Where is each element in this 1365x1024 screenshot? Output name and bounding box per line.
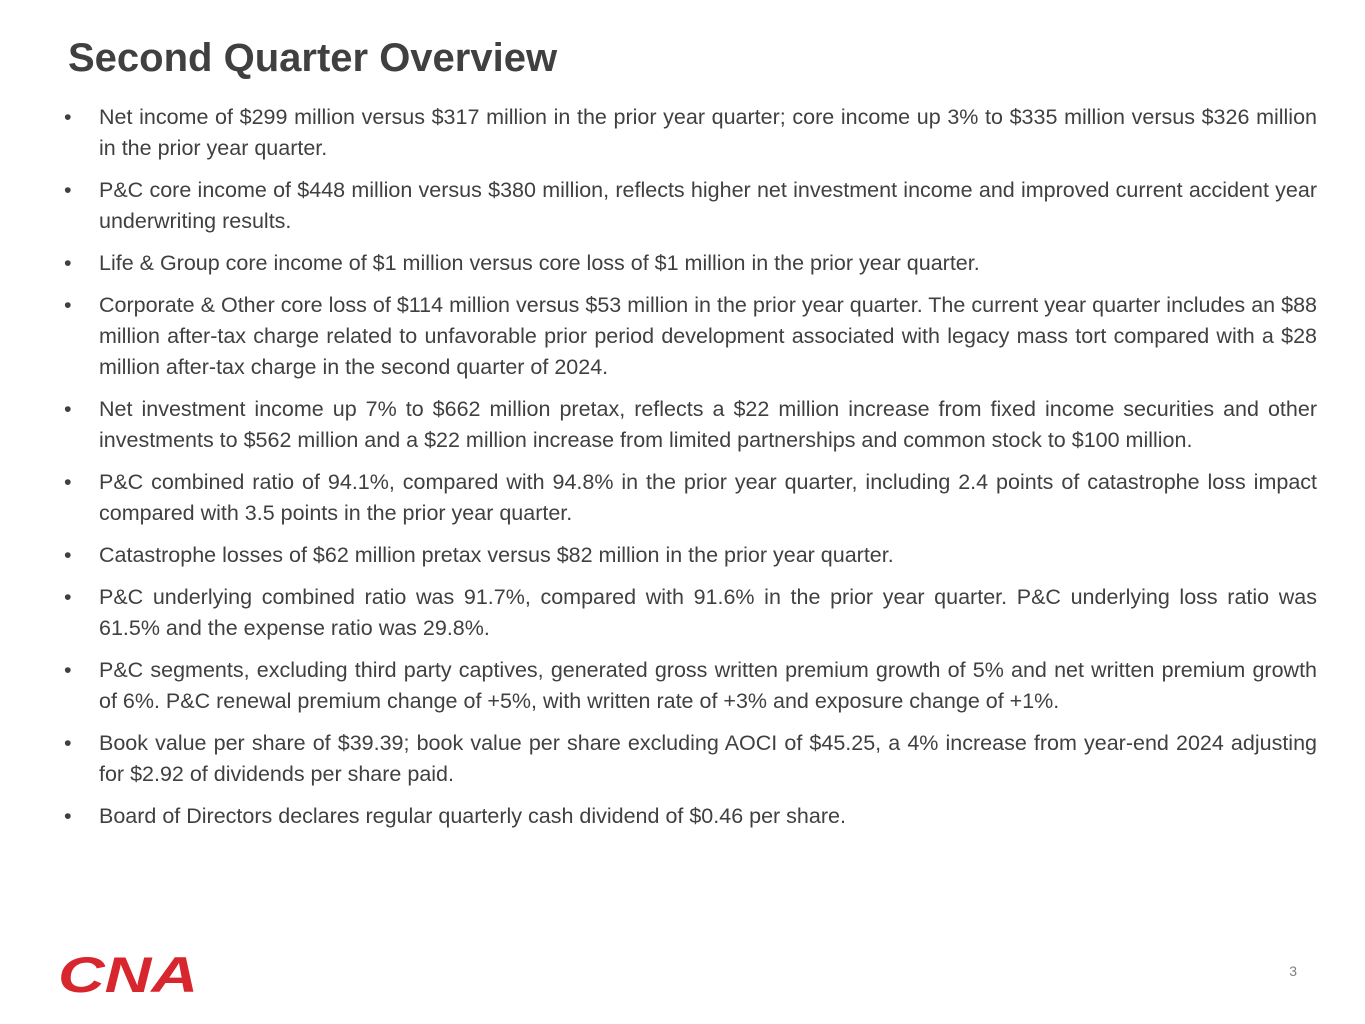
bullet-dot-icon: • xyxy=(64,585,72,609)
bullet-corporate-other xyxy=(62,290,1317,383)
bullet-dot-icon: • xyxy=(64,543,72,567)
bullet-dot-icon: • xyxy=(64,470,72,494)
bullet-dividend xyxy=(62,801,1317,832)
bullet-pc-core-income xyxy=(62,175,1317,237)
bullet-catastrophe-losses xyxy=(62,540,1317,571)
bullet-dot-icon: • xyxy=(64,105,72,129)
bullet-text: Catastrophe losses of $62 million pretax versus $82 million in the prior year quarter. xyxy=(99,543,894,567)
bullet-text: P&C underlying combined ratio was 91.7%, compared with 91.6% in the prior year quarter. P&C underlying loss ratio was 61.5% and the expense ratio was 29.8%. xyxy=(99,585,1317,640)
page-number: 3 xyxy=(1289,963,1297,979)
bullet-underlying-ratio xyxy=(62,582,1317,644)
bullet-dot-icon: • xyxy=(64,293,72,317)
bullet-dot-icon: • xyxy=(64,397,72,421)
bullet-net-income xyxy=(62,102,1317,164)
slide-title: Second Quarter Overview xyxy=(68,36,558,80)
bullet-net-investment-income xyxy=(62,394,1317,456)
bullet-text: Net investment income up 7% to $662 million pretax, reflects a $22 million increase from fixed income securities and other investments to $562 million and a $22 million increase from limited partnerships and common stock to $100 million. xyxy=(99,397,1317,452)
bullet-dot-icon: • xyxy=(64,178,72,202)
bullet-text: Book value per share of $39.39; book value per share excluding AOCI of $45.25, a 4% increase from year-end 2024 adjusting for $2.92 of dividends per share paid. xyxy=(99,731,1317,786)
bullet-text: Life & Group core income of $1 million versus core loss of $1 million in the prior year quarter. xyxy=(99,251,980,275)
cna-logo-text: CNA xyxy=(58,948,198,996)
bullet-book-value xyxy=(62,728,1317,790)
bullet-text: Board of Directors declares regular quarterly cash dividend of $0.46 per share. xyxy=(99,804,846,828)
bullet-combined-ratio xyxy=(62,467,1317,529)
overview-bullet-list xyxy=(62,102,1317,843)
bullet-text: Corporate & Other core loss of $114 million versus $53 million in the prior year quarter. The current year quarter includes an $88 million after-tax charge related to unfavorable prior period development associated with legacy mass tort compared with a $28 million after-tax charge in the second quarter of 2024. xyxy=(99,293,1317,379)
bullet-dot-icon: • xyxy=(64,658,72,682)
bullet-dot-icon: • xyxy=(64,804,72,828)
bullet-text: P&C combined ratio of 94.1%, compared with 94.8% in the prior year quarter, including 2.4 points of catastrophe loss impact compared with 3.5 points in the prior year quarter. xyxy=(99,470,1317,525)
bullet-premium-growth xyxy=(62,655,1317,717)
bullet-text: P&C core income of $448 million versus $380 million, reflects higher net investment income and improved current accident year underwriting results. xyxy=(99,178,1317,233)
bullet-text: Net income of $299 million versus $317 million in the prior year quarter; core income up 3% to $335 million versus $326 million in the prior year quarter. xyxy=(99,105,1317,160)
bullet-dot-icon: • xyxy=(64,731,72,755)
cna-logo xyxy=(58,948,200,996)
bullet-life-group xyxy=(62,248,1317,279)
bullet-text: P&C segments, excluding third party captives, generated gross written premium growth of 5% and net written premium growth of 6%. P&C renewal premium change of +5%, with written rate of +3% and exposure change of +1%. xyxy=(99,658,1317,713)
bullet-dot-icon: • xyxy=(64,251,72,275)
